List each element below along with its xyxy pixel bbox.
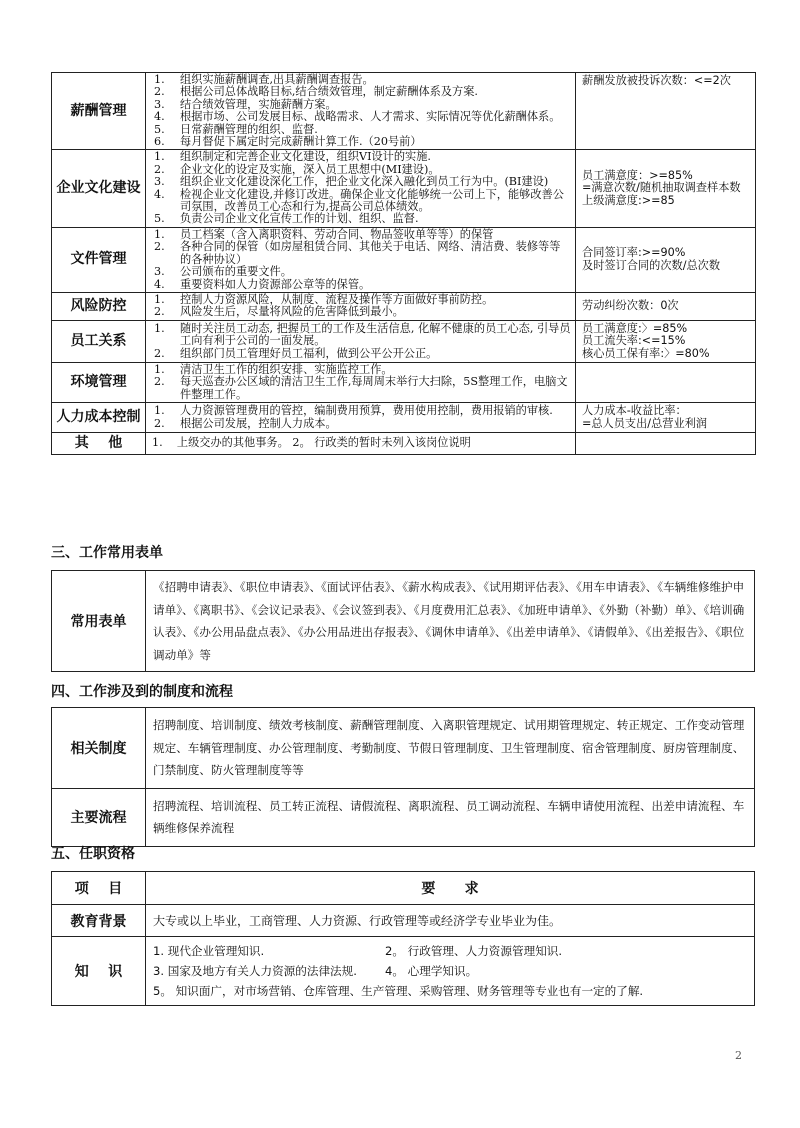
duty-item-text: 各种合同的保管（如房屋租赁合同、其他关于电话、网络、清洁费、装修等等的各种协议） <box>180 240 561 266</box>
duty-item-text: 每天巡查办公区域的清洁卫生工作,每周周末举行大扫除，5S整理工作，电脑文件整理工作。 <box>180 375 568 401</box>
duty-list <box>152 229 571 291</box>
duty-item-number: 2. <box>154 346 165 360</box>
kpi-cell <box>576 150 756 227</box>
table-header-row <box>52 872 755 905</box>
kpi-text: 及时签订合同的次数/总次数 <box>582 258 721 272</box>
kpi-text: 合同签订率:>=90% <box>582 246 686 260</box>
duty-list-cell <box>146 150 576 227</box>
duty-item-number: 4. <box>154 277 165 291</box>
knowledge-item: 4。 心理学知识。 <box>385 964 478 978</box>
qualifications-table <box>51 871 755 1006</box>
table-row <box>52 788 755 846</box>
duty-item-text: 组织制定和完善企业文化建设，组织VI设计的实施. <box>180 150 431 164</box>
duty-item <box>152 151 571 163</box>
duty-item <box>152 279 571 291</box>
duty-item-number: 1. <box>154 362 165 376</box>
systems-text: 招聘制度、培训制度、绩效考核制度、薪酬管理制度、入离职管理规定、试用期管理规定、转正规定、工作变动管理规定、车辆管理制度、办公管理制度、考勤制度、节假日管理制度、卫生管理制度、宿舍管理制度、厨房管理制度、门禁制度、防火管理制度等等 <box>146 708 755 789</box>
section-heading-systems: 四、工作涉及到的制度和流程 <box>51 684 233 700</box>
duties-table <box>51 72 756 455</box>
table-row <box>52 320 756 362</box>
duty-list-cell <box>146 227 576 292</box>
knowledge-line-2 <box>153 961 747 981</box>
table-row <box>52 708 755 789</box>
duty-item-number: 2. <box>154 162 165 176</box>
duty-item-number: 1. <box>154 73 165 86</box>
duty-item-text: 组织实施薪酬调查,出具薪酬调查报告。 <box>180 73 374 86</box>
header-item: 项 目 <box>52 872 146 905</box>
duty-item-text: 负责公司企业文化宣传工作的计划、组织、监督. <box>180 212 419 226</box>
kpi-text: 员工流失率:<=15% <box>582 334 686 348</box>
duty-item <box>152 348 571 360</box>
duty-item-text: 企业文化的设定及实施，深入员工思想中(MI建设)。 <box>180 162 440 176</box>
duty-item-text: 根据公司总体战略目标,结合绩效管理，制定薪酬体系及方案. <box>180 85 478 99</box>
duty-item-number: 3. <box>154 265 165 279</box>
table-row <box>52 403 756 433</box>
education-text: 大专或以上毕业，工商管理、人力资源、行政管理等或经济学专业毕业为佳。 <box>146 905 755 937</box>
duty-list-cell <box>146 362 576 402</box>
duty-item <box>152 306 571 318</box>
duty-list <box>152 294 571 319</box>
duty-list <box>152 323 571 360</box>
section-heading-forms: 三、工作常用表单 <box>51 545 163 561</box>
kpi-text: 员工满意度：>=85% <box>582 169 693 183</box>
table-row <box>52 150 756 227</box>
duty-item-number: 5. <box>154 212 165 226</box>
duty-item-text: 组织部门员工管理好员工福利，做到公平公开公正。 <box>180 346 438 360</box>
kpi-text: =满意次数/随机抽取调查样本数 <box>582 181 741 195</box>
duty-item-number: 1. <box>154 227 165 241</box>
duty-item-text: 控制人力资源风险，从制度、流程及操作等方面做好事前防控。 <box>180 292 494 306</box>
duty-category: 文件管理 <box>52 227 146 292</box>
kpi-text: =总人员支出/总营业利润 <box>582 416 708 430</box>
header-requirements: 要 求 <box>146 872 755 905</box>
duty-item <box>152 136 571 148</box>
duty-category: 企业文化建设 <box>52 150 146 227</box>
duty-item-number: 1. <box>154 150 165 164</box>
duty-item-number: 2. <box>154 85 165 99</box>
duty-item-number: 5. <box>154 122 165 136</box>
duty-item <box>152 418 571 430</box>
table-row <box>52 362 756 402</box>
forms-label: 常用表单 <box>52 571 146 672</box>
duty-item <box>152 241 571 266</box>
duty-item-text: 员工档案（含入离职资料、劳动合同、物品签收单等等）的保管 <box>180 227 494 241</box>
duty-item-number: 2. <box>154 375 165 389</box>
table-row <box>52 905 755 937</box>
duty-item-text: 风险发生后，尽量将风险的危害降低到最小。 <box>180 305 404 319</box>
forms-table <box>51 570 755 672</box>
duty-item <box>152 323 571 348</box>
duty-item-text: 随时关注员工动态, 把握员工的工作及生活信息, 化解不健康的员工心态, 引导员工向有利于公司的一面发展。 <box>180 321 571 348</box>
duty-item-number: 4. <box>154 110 165 124</box>
duty-list <box>152 364 571 401</box>
process-text: 招聘流程、培训流程、员工转正流程、请假流程、离职流程、员工调动流程、车辆申请使用流程、出差申请流程、车辆维修保养流程 <box>146 788 755 846</box>
table-row <box>52 432 756 454</box>
category-other: 其 他 <box>52 432 146 454</box>
duty-item-text: 重要资料如人力资源部公章等的保管。 <box>180 277 371 291</box>
knowledge-item: 3. 国家及地方有关人力资源的法律法规. <box>153 964 357 978</box>
duty-list <box>152 151 571 225</box>
table-row <box>52 292 756 320</box>
duty-item-text: 人力资源管理费用的管控，编制费用预算，费用使用控制，费用报销的审核. <box>180 404 553 418</box>
duty-category: 环境管理 <box>52 362 146 402</box>
duties-table-body <box>52 73 756 433</box>
kpi-cell <box>576 320 756 362</box>
duty-item-number: 1. <box>154 292 165 306</box>
section-heading-qualifications: 五、任职资格 <box>51 846 135 862</box>
knowledge-cell <box>146 937 755 1006</box>
duty-item <box>152 213 571 225</box>
duty-item-number: 2. <box>154 416 165 430</box>
kpi-text: 上级满意度:>=85 <box>582 193 675 207</box>
knowledge-item: 2。 行政管理、人力资源管理知识. <box>385 944 563 958</box>
table-row <box>52 937 755 1006</box>
duty-item <box>152 189 571 214</box>
duty-category: 人力成本控制 <box>52 403 146 433</box>
table-row <box>52 73 756 150</box>
duty-item <box>152 266 571 278</box>
duty-item-number: 1. <box>154 404 165 418</box>
kpi-text: 核心员工保有率:〉=80% <box>582 346 710 360</box>
duty-item <box>152 86 571 98</box>
duty-item-number: 1. <box>154 321 165 335</box>
duty-list-cell <box>146 403 576 433</box>
kpi-cell <box>576 362 756 402</box>
duty-item <box>152 405 571 417</box>
duty-item <box>152 176 571 188</box>
kpi-cell <box>576 73 756 150</box>
duty-item-text: 清洁卫生工作的组织安排、实施监控工作。 <box>180 362 393 376</box>
systems-label: 相关制度 <box>52 708 146 789</box>
table-row <box>52 227 756 292</box>
duty-item-text: 公司颁布的重要文件。 <box>180 265 292 279</box>
knowledge-line-1 <box>153 941 747 961</box>
kpi-cell <box>576 403 756 433</box>
knowledge-label: 知 识 <box>52 937 146 1006</box>
duty-item-text: 结合绩效管理，实施薪酬方案。 <box>180 97 337 111</box>
duty-item-number: 3. <box>154 175 165 189</box>
duty-category: 员工关系 <box>52 320 146 362</box>
duty-item-number: 6. <box>154 135 165 149</box>
duty-item-text: 根据市场、公司发展目标、战略需求、人才需求、实际情况等优化薪酬体系。 <box>180 110 561 124</box>
duty-item-text: 检视企业文化建设,并修订改进。确保企业文化能够统一公司上下，能够改善公司氛围，改善员工心态和行为,提高公司总体绩效。 <box>180 187 564 214</box>
page-number: 2 <box>735 1049 742 1062</box>
duty-item-number: 2. <box>154 240 165 254</box>
kpi-text: 劳动纠纷次数：0次 <box>582 299 679 313</box>
duty-item-text: 根据公司发展，控制人力成本。 <box>180 416 337 430</box>
table-row <box>52 571 755 672</box>
knowledge-line-3 <box>153 981 747 1001</box>
education-label: 教育背景 <box>52 905 146 937</box>
other-kpi <box>576 432 756 454</box>
kpi-cell <box>576 227 756 292</box>
process-label: 主要流程 <box>52 788 146 846</box>
duty-item-number: 2. <box>154 305 165 319</box>
duty-item <box>152 111 571 123</box>
forms-text: 《招聘申请表》、《职位申请表》、《面试评估表》、《薪水构成表》、《试用期评估表》、《用车申请表》、《车辆维修维护申请单》、《离职书》、《会议记录表》、《会议签到表》、《月度费用汇总表》、《加班申请单》、《外勤（补勤）单》、《培训确认表》、《办公用品盘点表》、《办公用品进出存报表》、《调休申请单》、《出差申请单》、《请假单》、《出差报告》、《职位调动单》等 <box>146 571 755 672</box>
knowledge-item: 5。 知识面广，对市场营销、仓库管理、生产管理、采购管理、财务管理等专业也有一定的了解. <box>153 984 644 998</box>
duty-list <box>152 74 571 148</box>
kpi-text: 薪酬发放被投诉次数：<=2次 <box>582 74 731 87</box>
duty-category: 薪酬管理 <box>52 73 146 150</box>
duty-item-number: 4. <box>154 187 165 201</box>
kpi-text: 员工满意度:〉=85% <box>582 321 688 335</box>
duty-item-number: 3. <box>154 97 165 111</box>
knowledge-item: 1. 现代企业管理知识. <box>153 944 265 958</box>
duty-list-cell <box>146 320 576 362</box>
duty-category: 风险防控 <box>52 292 146 320</box>
other-duties-text: 1. 上级交办的其他事务。 2。 行政类的暂时未列入该岗位说明 <box>146 432 576 454</box>
kpi-cell <box>576 292 756 320</box>
duty-item-text: 组织企业文化建设深化工作，把企业文化深入融化到员工行为中。(BI建设) <box>180 175 549 189</box>
duty-item-text: 日常薪酬管理的组织、监督. <box>180 122 318 136</box>
duty-item <box>152 376 571 401</box>
systems-table <box>51 707 755 847</box>
duty-item-text: 每月督促下属定时完成薪酬计算工作.（20号前） <box>180 135 422 149</box>
kpi-text: 人力成本-收益比率： <box>582 404 687 418</box>
duty-list <box>152 405 571 430</box>
duty-list-cell <box>146 73 576 150</box>
duty-list-cell <box>146 292 576 320</box>
